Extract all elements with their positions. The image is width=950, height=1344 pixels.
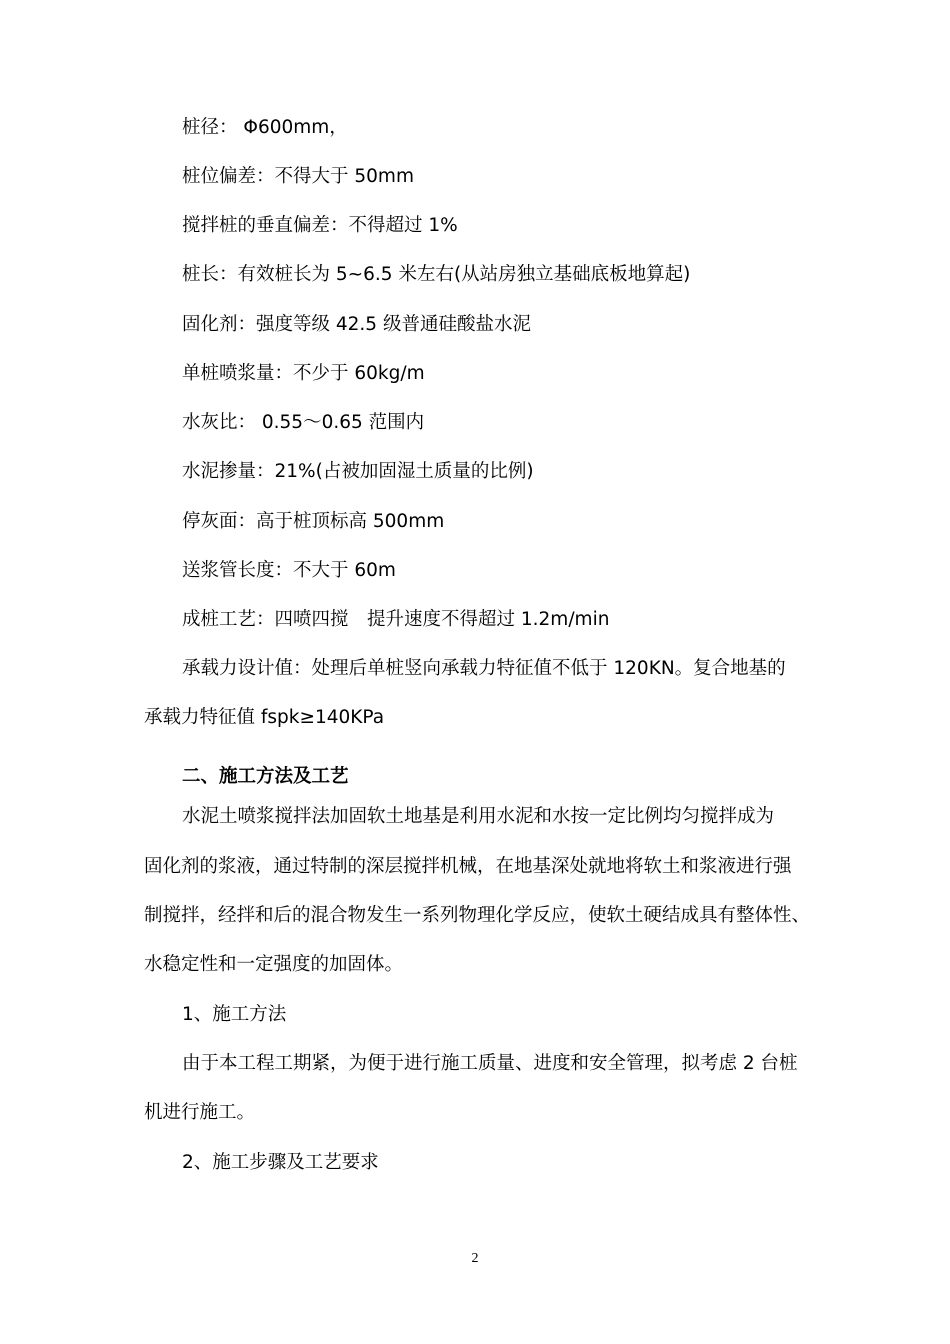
paragraph-line: 水泥土喷浆搅拌法加固软土地基是利用水泥和水按一定比例均匀搅拌成为 bbox=[182, 806, 775, 827]
spec-water-cement-ratio: 水灰比： 0.55～0.65 范围内 bbox=[182, 412, 425, 433]
spec-bearing-capacity-line2: 承载力特征值 fspk≥140KPa bbox=[144, 707, 385, 728]
spec-curing-agent: 固化剂：强度等级 42.5 级普通硅酸盐水泥 bbox=[182, 314, 531, 335]
spec-process: 成桩工艺：四喷四搅 提升速度不得超过 1.2m/min bbox=[182, 609, 610, 630]
paragraph-line: 由于本工程工期紧，为便于进行施工质量、进度和安全管理，拟考虑 2 台桩 bbox=[182, 1053, 798, 1074]
subsection-heading: 2、施工步骤及工艺要求 bbox=[182, 1152, 379, 1173]
spec-grout-volume: 单桩喷浆量：不少于 60kg/m bbox=[182, 363, 425, 384]
page-number: 2 bbox=[471, 1251, 479, 1266]
spec-pile-position-deviation: 桩位偏差：不得大于 50mm bbox=[182, 166, 414, 187]
spec-pipe-length: 送浆管长度：不大于 60m bbox=[182, 560, 396, 581]
section-heading: 二、施工方法及工艺 bbox=[182, 766, 349, 787]
spec-pile-length: 桩长：有效桩长为 5~6.5 米左右(从站房独立基础底板地算起) bbox=[182, 264, 691, 285]
spec-vertical-deviation: 搅拌桩的垂直偏差：不得超过 1% bbox=[182, 215, 458, 236]
paragraph-line: 固化剂的浆液，通过特制的深层搅拌机械，在地基深处就地将软土和浆液进行强 bbox=[144, 856, 792, 877]
spec-stop-grout-surface: 停灰面：高于桩顶标高 500mm bbox=[182, 511, 445, 532]
paragraph-line: 制搅拌，经拌和后的混合物发生一系列物理化学反应，使软土硬结成具有整体性、 bbox=[144, 905, 811, 926]
spec-bearing-capacity-line1: 承载力设计值：处理后单桩竖向承载力特征值不低于 120KN。复合地基的 bbox=[182, 658, 786, 679]
spec-pile-diameter: 桩径： Φ600mm， bbox=[182, 117, 348, 138]
subsection-heading: 1、施工方法 bbox=[182, 1004, 287, 1025]
spec-cement-content: 水泥掺量：21%(占被加固湿土质量的比例) bbox=[182, 461, 534, 482]
paragraph-line: 机进行施工。 bbox=[144, 1102, 256, 1123]
paragraph-line: 水稳定性和一定强度的加固体。 bbox=[144, 954, 404, 975]
